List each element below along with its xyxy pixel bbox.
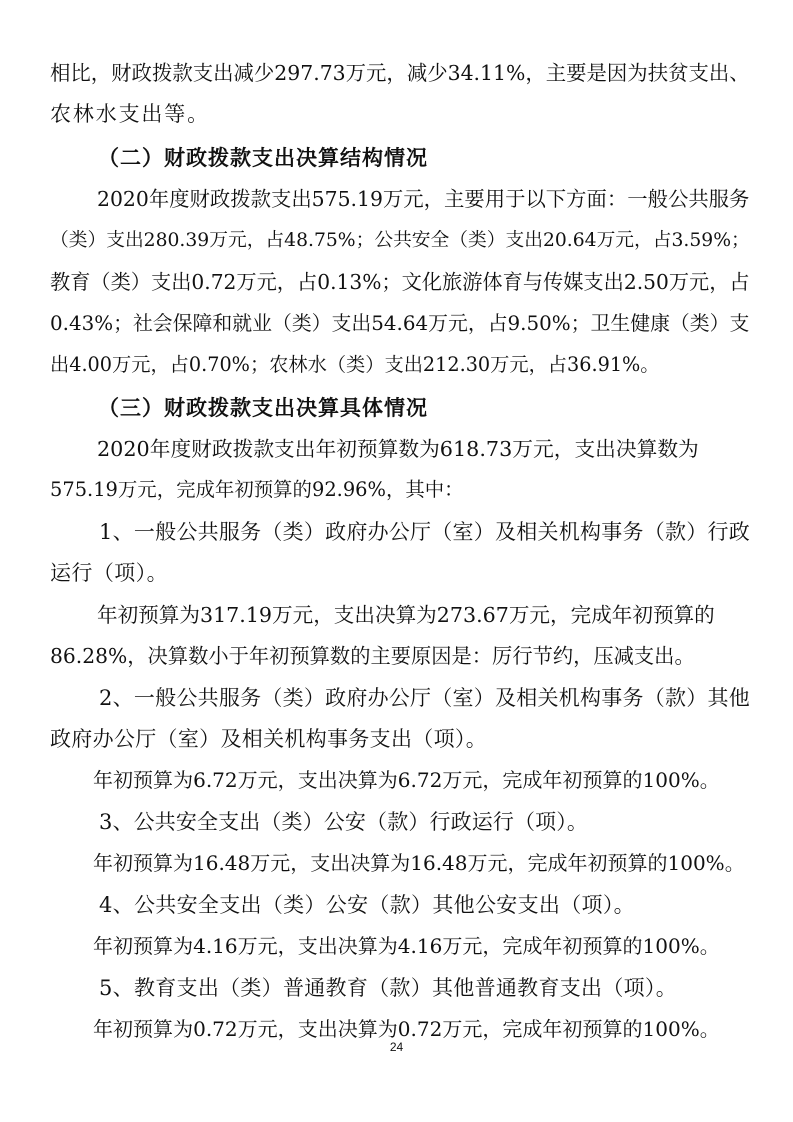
body-line: 年初预算为317.19万元，支出决算为273.67万元，完成年初预算的: [97, 603, 715, 627]
body-line: 出4.00万元，占0.70%；农林水（类）支出212.30万元，占36.91%。: [50, 353, 660, 376]
body-line: 86.28%，决算数小于年初预算数的主要原因是：厉行节约，压减支出。: [50, 644, 695, 668]
page-number: 24: [389, 1040, 404, 1054]
body-line: 农林水支出等。: [50, 102, 210, 126]
body-line: 年初预算为4.16万元，支出决算为4.16万元，完成年初预算的100%。: [93, 934, 720, 958]
section-heading: （二）财政拨款支出决算结构情况: [98, 146, 428, 170]
body-line: 0.43%；社会保障和就业（类）支出54.64万元，占9.50%；卫生健康（类）支: [50, 312, 750, 335]
body-line: 2020年度财政拨款支出575.19万元，主要用于以下方面：一般公共服务: [97, 187, 750, 211]
body-line: 2020年度财政拨款支出年初预算数为618.73万元，支出决算数为: [97, 437, 699, 461]
body-line: 年初预算为0.72万元，支出决算为0.72万元，完成年初预算的100%。: [93, 1017, 720, 1041]
body-line: 年初预算为6.72万元，支出决算为6.72万元，完成年初预算的100%。: [93, 768, 720, 792]
body-line: 5、教育支出（类）普通教育（款）其他普通教育支出（项）。: [99, 976, 677, 1000]
body-line: 政府办公厅（室）及相关机构事务支出（项）。: [50, 727, 487, 751]
body-line: 575.19万元，完成年初预算的92.96%，其中：: [50, 478, 464, 501]
body-line: 年初预算为16.48万元，支出决算为16.48万元，完成年初预算的100%。: [93, 851, 745, 875]
body-line: （类）支出280.39万元，占48.75%；公共安全（类）支出20.64万元，占3.59%；: [50, 230, 750, 251]
body-line: 3、公共安全支出（类）公安（款）行政运行（项）。: [99, 810, 588, 834]
section-heading: （三）财政拨款支出决算具体情况: [98, 396, 428, 420]
body-line: 2、一般公共服务（类）政府办公厅（室）及相关机构事务（款）其他: [99, 686, 750, 710]
body-line: 相比，财政拨款支出减少297.73万元，减少34.11%，主要是因为扶贫支出、: [50, 61, 750, 85]
body-line: 1、一般公共服务（类）政府办公厅（室）及相关机构事务（款）行政: [99, 520, 750, 544]
body-line: 4、公共安全支出（类）公安（款）其他公安支出（项）。: [99, 893, 635, 917]
body-line: 教育（类）支出0.72万元，占0.13%；文化旅游体育与传媒支出2.50万元，占: [50, 270, 750, 294]
body-line: 运行（项）。: [50, 561, 168, 585]
